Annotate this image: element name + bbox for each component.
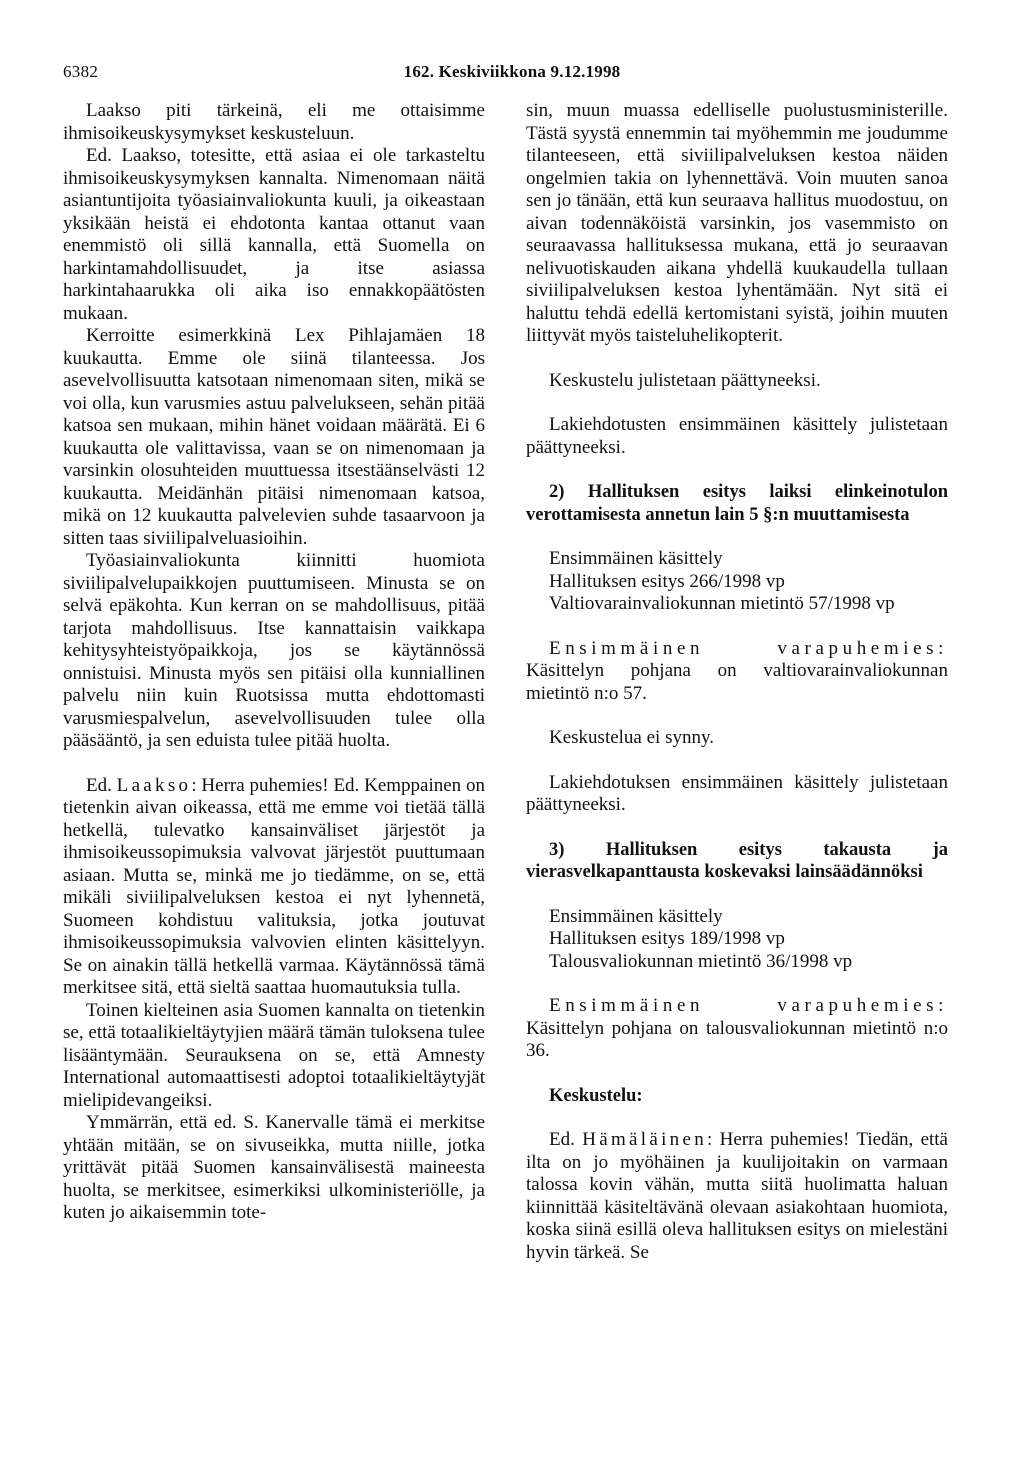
right-column — [526, 100, 948, 1264]
agenda-meta — [526, 906, 948, 974]
meta-line: Talousvaliokunnan mietintö 36/1998 vp — [549, 950, 853, 972]
speaker-name: Ensimmäinen varapuhemies: — [549, 637, 948, 659]
meta-line: Ensimmäinen käsittely — [549, 905, 723, 927]
paragraph: Keskustelu julistetaan päättyneeksi. — [549, 369, 821, 391]
meta-line: Hallituksen esitys 266/1998 vp — [549, 570, 785, 592]
speech-text: Käsittelyn pohjana on valtiovarainvaliokunnan mietintö n:o 57. — [526, 660, 948, 704]
meta-line: Ensimmäinen käsittely — [549, 548, 723, 569]
speech-hamalainen — [526, 1129, 948, 1264]
speaker-name: Hämäläinen — [582, 1129, 708, 1150]
speech-chair — [526, 995, 948, 1063]
speech-text: : Herra puhemies! Ed. Kemppainen on tietenkin aivan oikeassa, että me emme voi tietää tällä hetkellä, tulevatko kansainväliset järjestöt ja ihmisoikeussopimuksia valvovat järjestöt puuttumaan asiaan. Mutta se, minkä me jo tiedämme, on se, että mikäli siviilipalveluksen kestoa ei nyt lyhennetä, Suomeen kohdistuu valituksia, jotka joutuvat ihmisoikeussopimuksia valvovien elinten käsittelyyn. Se on ainakin tällä hetkellä varmaa. Käytännössä tämä merkitsee sitä, että sieltä saattaa huomautuksia tulla. — [63, 774, 485, 998]
paragraph: Lakiehdotuksen ensimmäinen käsittely julistetaan päättyneeksi. — [526, 771, 948, 815]
paragraph: Keskustelua ei synny. — [549, 727, 714, 748]
paragraph: Kerroitte esimerkkinä Lex Pihlajamäen 18 kuukautta. Emme ole siinä tilanteessa. Jos asevelvollisuutta katsotaan nimenomaan siten, mikä se voi olla, kun varusmies astuu palvelukseen, sehän pitää katsoa sen mukaan, mihin hänet voidaan määrätä. Ei 6 kuukautta ole valittavissa, vaan se on nimenomaan ja varsinkin olosuhteiden muuttuessa itsestäänselvästi 12 kuukautta. Meidänhän pitäisi nimenomaan katsoa, mikä on 12 kuukautta palvelevien suhde tasaarvoon ja sitten taas siviilipalveluasioihin. — [63, 325, 485, 549]
issue-title: 162. Keskiviikkona 9.12.1998 — [403, 62, 621, 81]
page-number: 6382 — [63, 62, 99, 81]
agenda-meta — [526, 548, 948, 616]
left-column — [63, 100, 485, 1225]
speaker-name: Laakso — [116, 774, 192, 796]
meta-line: Valtiovarainvaliokunnan mietintö 57/1998 vp — [549, 593, 895, 614]
speech-text: Käsittelyn pohjana on talousvaliokunnan mietintö n:o 36. — [526, 1017, 948, 1061]
paragraph: Toinen kielteinen asia Suomen kannalta on tietenkin se, että totaalikieltäytyjien määrä tämän tuloksena tulee lisääntymään. Seurauksena on se, että Amnesty International automaattisesti adoptoi totaalikieltäytyjät mielipidevangeiksi. — [63, 999, 485, 1111]
paragraph: Laakso piti tärkeinä, eli me ottaisimme ihmisoikeuskysymykset keskusteluun. — [63, 100, 485, 144]
page-header — [0, 0, 1024, 90]
agenda-item-heading: 2) Hallituksen esitys laiksi elinkeinotulon verottamisesta annetun lain 5 §:n muuttamisesta — [526, 482, 948, 525]
paragraph: sin, muun muassa edelliselle puolustusministerille. Tästä syystä ennemmin tai myöhemmin me joudumme tilanteeseen, että siviilipalveluksen kestoa näiden ongelmien takia on lyhennettävä. Voin muuten sanoa sen jo tänään, että kun seuraava hallitus muodostuu, on aivan todennäköistä varsinkin, jos vasemmisto on seuraavassa hallituksessa mukana, että jo seuraavan nelivuotiskauden aikana yhdellä kuukaudella tullaan siviilipalveluksen kestoa lyhentämään. Nyt sitä ei haluttu tehdä edellä kertomistani syistä, joihin muuten liittyvät myös taisteluhelikopterit. — [526, 100, 948, 346]
agenda-item-heading: 3) Hallituksen esitys takausta ja vierasvelkapanttausta koskevaksi lainsäädännöksi — [526, 839, 948, 882]
paragraph: Ymmärrän, että ed. S. Kanervalle tämä ei merkitse yhtään mitään, se on sivuseikka, mutta niille, jotka yrittävät pitää Suomen kansainvälisestä maineesta huolta, se merkitsee, esimerkiksi ulkoministeriölle, ja kuten jo aikaisemmin tote- — [63, 1112, 485, 1223]
speaker-prefix: Ed. — [86, 774, 112, 796]
speech-laakso — [63, 775, 485, 1000]
speaker-name: Ensimmäinen varapuhemies: — [549, 995, 948, 1016]
speaker-prefix: Ed. — [549, 1129, 575, 1150]
paragraph: Lakiehdotusten ensimmäinen käsittely julistetaan päättyneeksi. — [526, 414, 948, 458]
paragraph: Ed. Laakso, totesitte, että asiaa ei ole tarkasteltu ihmisoikeuskysymyksen kannalta. Nimenomaan näitä asiantuntijoita työasiainvaliokunta kuuli, ja oikeastaan yksikään heistä ei ehdotonta kantaa ottanut vaan enemmistö oli sillä kannalla, että Suomella on harkintamahdollisuudet, ja itse asiassa harkintahaarukka oli aika iso ennakkopäätösten mukaan. — [63, 145, 485, 324]
paragraph: Työasiainvaliokunta kiinnitti huomiota siviilipalvelupaikkojen puuttumiseen. Minusta se on selvä epäkohta. Kun kerran on se mahdollisuus, pitää tarjota mahdollisuus. Itse kannattaisin vaikkapa kehitysyhteistyöpaikkoja, jos se käytännössä onnistuisi. Minusta myös sen pitäisi olla kunniallinen palvelu niin kuin Ruotsissa mutta ehdottomasti varusmiespalvelun, asevelvollisuuden tulee olla pääsääntö, ja sen eduista tulee pitää huolta. — [63, 550, 485, 751]
meta-line: Hallituksen esitys 189/1998 vp — [549, 928, 785, 949]
discussion-label: Keskustelu: — [549, 1085, 643, 1106]
speech-text: : Herra puhemies! Tiedän, että ilta on jo myöhäinen ja kuulijoitakin on varmaan talossa kovin vähän, mutta siitä huolimatta haluan kiinnittää käsiteltävänä olevaan asiakohtaan huomiota, koska siinä esillä oleva hallituksen esitys on mielestäni hyvin tärkeä. Se — [526, 1129, 948, 1263]
speech-chair — [526, 638, 948, 706]
